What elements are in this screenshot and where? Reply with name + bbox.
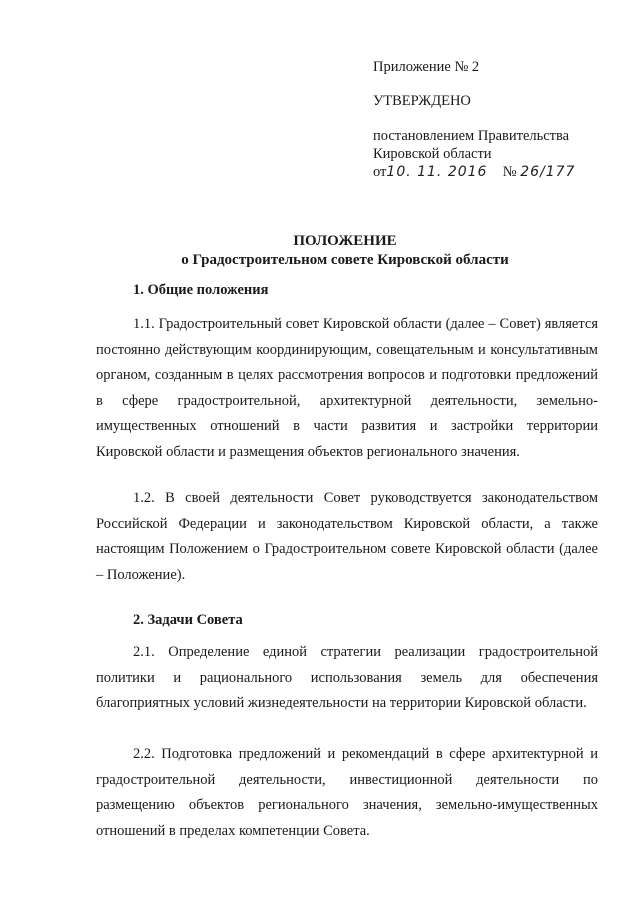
document-title: [60, 232, 630, 270]
title-sub: о Градостроительном совете Кировской области: [181, 252, 509, 268]
section-1-heading: 1. Общие положения: [133, 282, 269, 298]
title-main: ПОЛОЖЕНИЕ: [293, 233, 397, 249]
decree-date-line: [373, 163, 623, 181]
date-prefix: от: [373, 164, 387, 180]
number-prefix: №: [502, 164, 517, 180]
decree-line-1: постановлением Правительства: [373, 128, 570, 144]
paragraph-1-2: 1.2. В своей деятельности Совет руководствуется законодательством Российской Федерации и законодательством Кировской области, а также настоящим Положением о Градостроительном совете Кировской области (далее – Положение).: [96, 490, 598, 583]
decree-line-2: Кировской области: [373, 146, 492, 162]
approval-block: [373, 58, 623, 181]
paragraph-1-1: 1.1. Градостроительный совет Кировской области (далее – Совет) является постоянно действующим координирующим, совещательным и консультативным органом, созданным в целях рассмотрения вопросов и подготовки предложений в сфере градостроительной, архитектурной деятельности, земельно-имущественных отношений в части развития и застройки территории Кировской области и размещения объектов регионального значения.: [96, 316, 598, 460]
appendix-label: Приложение № 2: [373, 59, 480, 75]
approved-label: УТВЕРЖДЕНО: [373, 93, 471, 109]
handwritten-number: 26/177: [520, 164, 576, 180]
paragraph-2-2: 2.2. Подготовка предложений и рекомендаций в сфере архитектурной и градостроительной деятельности, инвестиционной деятельности по размещению объектов регионального значения, земельно-имущественных отношений в пределах компетенции Совета.: [96, 746, 598, 839]
paragraph-2-1: 2.1. Определение единой стратегии реализации градостроительной политики и рационального использования земель для обеспечения благоприятных условий жизнедеятельности на территории Кировской области.: [96, 644, 598, 712]
section-2-heading: 2. Задачи Совета: [133, 612, 243, 628]
handwritten-date: 10. 11. 2016: [386, 164, 488, 180]
